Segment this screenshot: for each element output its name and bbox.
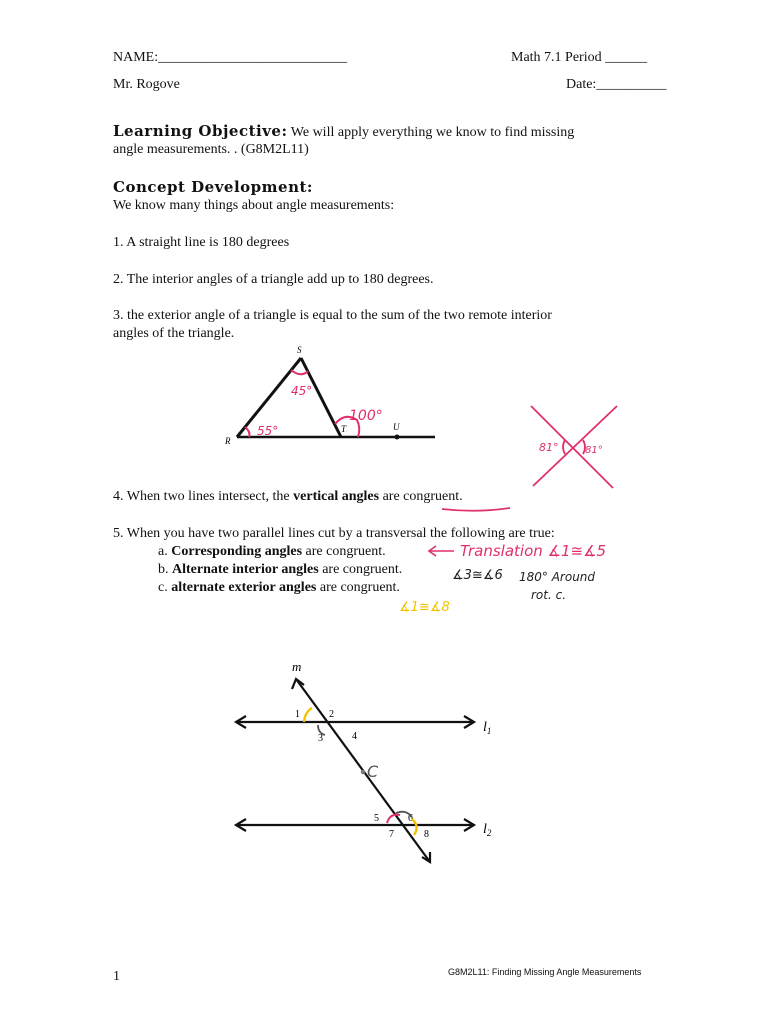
angle-7-label: 7 [389, 829, 394, 840]
angle-5-label: 5 [374, 813, 379, 824]
item5-c [158, 579, 400, 597]
right-vertical-note: 81° [585, 445, 603, 456]
transversal-label: m [292, 659, 302, 674]
angle-s-arc [291, 370, 308, 374]
point-u-label: U [393, 422, 400, 432]
rotation-note-line2: rot. c. [531, 588, 567, 602]
concept-item-5-intro: 5. When you have two parallel lines cut by a transversal the following are true: [113, 526, 555, 541]
vertical-angles-sketch [525, 402, 625, 492]
item5-b-bold: Alternate interior angles [172, 562, 319, 577]
angle-3-label: 3 [318, 733, 323, 744]
center-point [361, 770, 365, 774]
vertex-r-label: R [225, 436, 231, 446]
item5-b-prefix: b. [158, 562, 172, 577]
item5-a-prefix: a. [158, 544, 172, 559]
parallel-lines-diagram [230, 655, 520, 870]
concept-item-3-line2: angles of the triangle. [113, 326, 235, 341]
arrow-left-icon [426, 544, 456, 558]
item5-c-bold: alternate exterior angles [171, 580, 317, 595]
line-l2-label: $l_2$ [483, 822, 492, 838]
angle-1-label: 1 [295, 709, 300, 720]
date-field-label: Date:__________ [566, 77, 667, 92]
left-vertical-note: 81° [539, 441, 559, 454]
item5-c-rest: are congruent. [316, 580, 400, 595]
concept-heading: Concept Development: [113, 178, 313, 196]
item4-prefix: 4. When two lines intersect, the [113, 489, 294, 504]
page-number: 1 [113, 969, 120, 984]
objective-heading: Learning Objective: [113, 122, 288, 140]
angle-r-arc [245, 427, 250, 437]
objective-text: We will apply everything we know to find missing [290, 125, 575, 140]
item4-bold-term: vertical angles [293, 489, 380, 504]
item5-b-rest: are congruent. [318, 562, 403, 577]
point-u [395, 435, 400, 440]
congruent-underline [440, 504, 512, 514]
concept-item-1: 1. A straight line is 180 degrees [113, 235, 290, 250]
translation-note: Translation ∡1≅∡5 [460, 542, 607, 560]
center-point-label: C [367, 762, 379, 781]
angle-6-label: 6 [408, 813, 413, 824]
math-period-label: Math 7.1 Period ______ [511, 50, 648, 65]
rotation-note-line1: 180° Around [519, 570, 596, 584]
item5-a-bold: Corresponding angles [171, 544, 303, 559]
item4-suffix: . [459, 489, 463, 504]
item4-congruent: congruent [403, 489, 460, 504]
angle-1-highlight [304, 708, 312, 722]
angle-8-label: 8 [424, 829, 429, 840]
objective-line1 [113, 122, 574, 142]
item4-middle: are [379, 489, 404, 504]
left-vertical-arc [563, 440, 565, 454]
teacher-name: Mr. Rogove [113, 77, 180, 92]
alt-exterior-pair-note: ∡1≅∡8 [399, 600, 450, 615]
item5-c-prefix: c. [158, 580, 172, 595]
item5-b [158, 561, 402, 579]
angle-4-label: 4 [352, 731, 357, 742]
item5-a [158, 543, 386, 561]
objective-line2: angle measurements. . (G8M2L11) [113, 142, 309, 157]
concept-intro: We know many things about angle measurements: [113, 198, 395, 213]
vertex-t-label: T [341, 424, 347, 434]
triangle-diagram [215, 340, 455, 455]
angle-s-note: 45° [291, 384, 313, 398]
footer-lesson-title: G8M2L11: Finding Missing Angle Measurements [448, 967, 642, 977]
concept-item-2: 2. The interior angles of a triangle add up to 180 degrees. [113, 272, 434, 287]
angle-2-label: 2 [329, 709, 334, 720]
line-l1-label: $l_1$ [483, 720, 492, 736]
concept-item-4 [113, 488, 463, 506]
alt-interior-pair-note: ∡3≅∡6 [452, 568, 503, 583]
exterior-angle-note: 100° [349, 408, 383, 424]
angle-r-note: 55° [257, 424, 279, 438]
vertex-s-label: S [297, 345, 302, 355]
item5-a-rest: are congruent. [302, 544, 386, 559]
concept-item-3-line1: 3. the exterior angle of a triangle is equal to the sum of the two remote interior [113, 308, 552, 323]
name-field-label: NAME:___________________________ [113, 50, 348, 65]
